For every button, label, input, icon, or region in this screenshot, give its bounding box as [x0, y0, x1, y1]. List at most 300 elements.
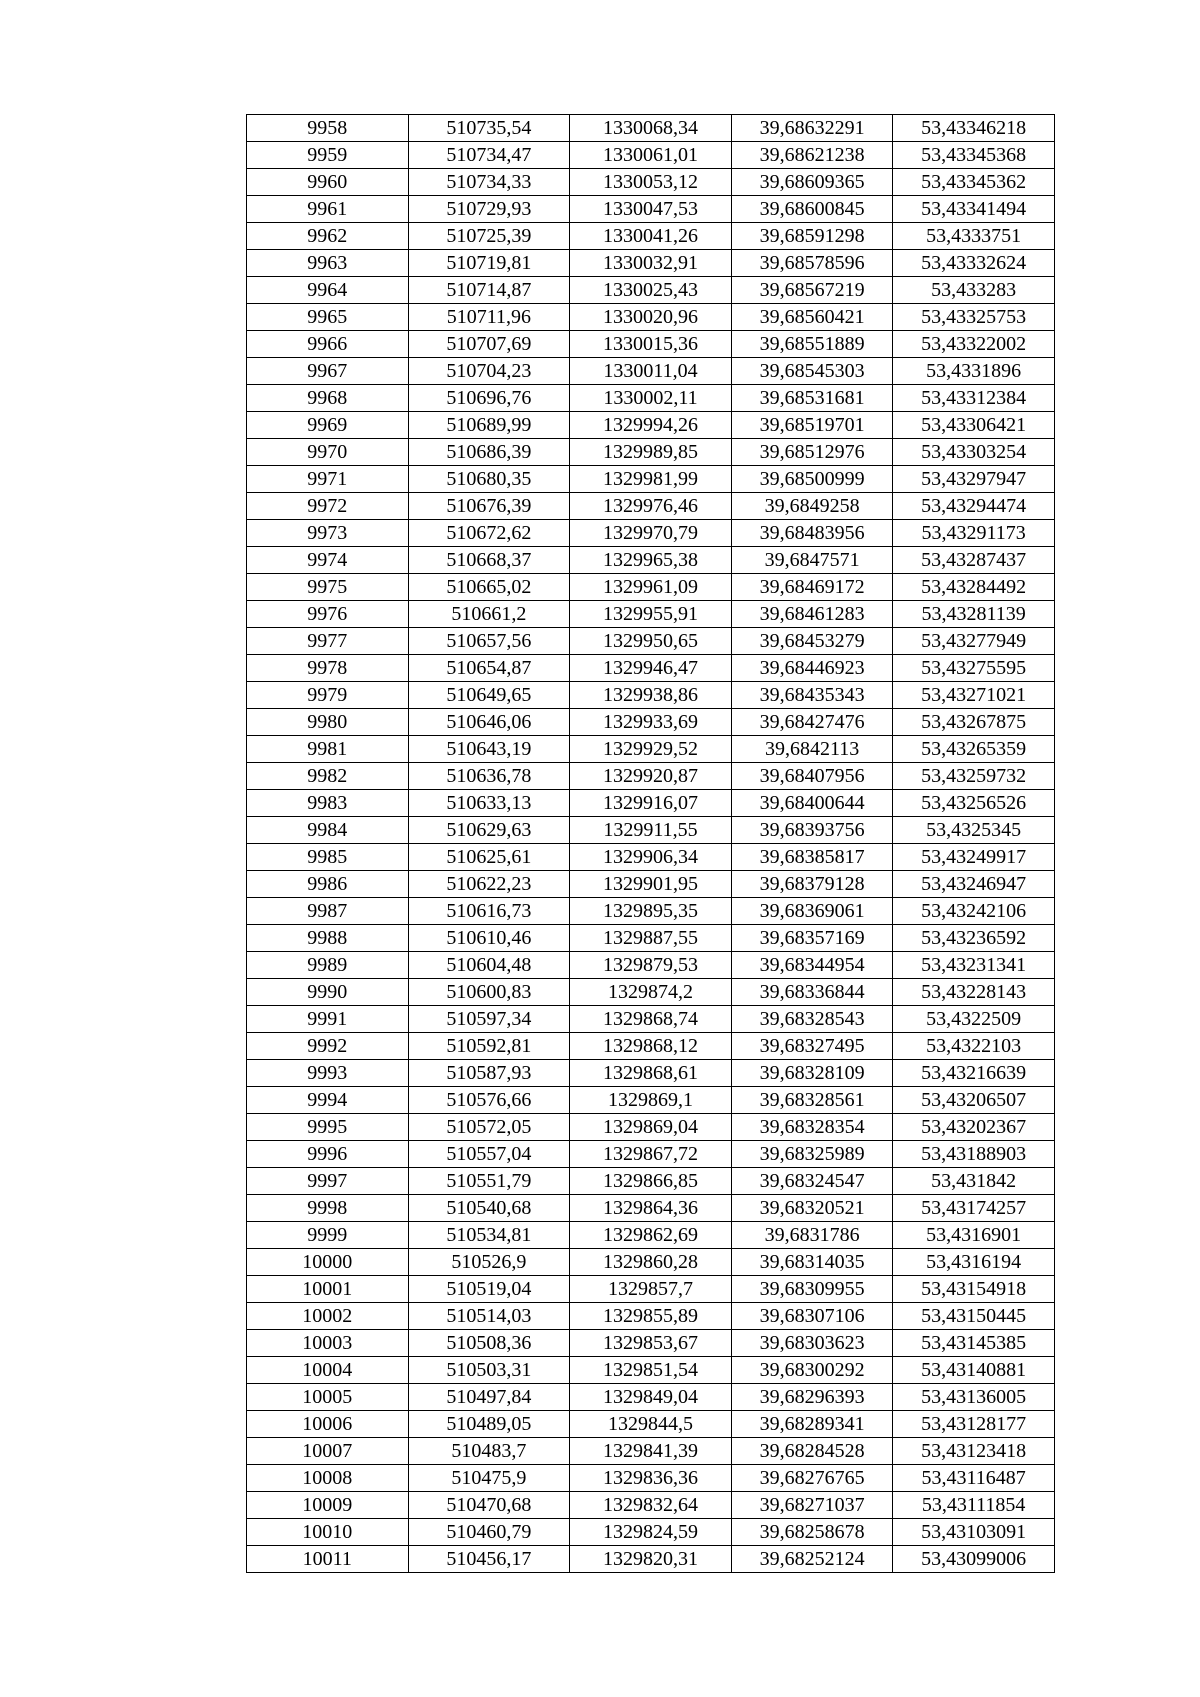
coordinates-table — [246, 114, 1055, 1573]
point-number-cell: 9993 — [247, 1060, 409, 1087]
x-coordinate-cell: 510475,9 — [408, 1465, 570, 1492]
x-coordinate-cell: 510597,34 — [408, 1006, 570, 1033]
latitude-cell: 53,43341494 — [893, 196, 1055, 223]
table-row — [247, 1060, 1055, 1087]
latitude-cell: 53,43140881 — [893, 1357, 1055, 1384]
point-number-cell: 9988 — [247, 925, 409, 952]
x-coordinate-cell: 510489,05 — [408, 1411, 570, 1438]
point-number-cell: 10003 — [247, 1330, 409, 1357]
point-number-cell: 9990 — [247, 979, 409, 1006]
latitude-cell: 53,43228143 — [893, 979, 1055, 1006]
point-number-cell: 9966 — [247, 331, 409, 358]
longitude-cell: 39,68328109 — [731, 1060, 893, 1087]
x-coordinate-cell: 510629,63 — [408, 817, 570, 844]
longitude-cell: 39,68609365 — [731, 169, 893, 196]
table-row — [247, 169, 1055, 196]
latitude-cell: 53,43281139 — [893, 601, 1055, 628]
point-number-cell: 10010 — [247, 1519, 409, 1546]
longitude-cell: 39,68289341 — [731, 1411, 893, 1438]
x-coordinate-cell: 510633,13 — [408, 790, 570, 817]
table-row — [247, 1168, 1055, 1195]
point-number-cell: 9995 — [247, 1114, 409, 1141]
latitude-cell: 53,433283 — [893, 277, 1055, 304]
x-coordinate-cell: 510668,37 — [408, 547, 570, 574]
table-row — [247, 1087, 1055, 1114]
y-coordinate-cell: 1329849,04 — [570, 1384, 732, 1411]
x-coordinate-cell: 510707,69 — [408, 331, 570, 358]
latitude-cell: 53,43259732 — [893, 763, 1055, 790]
point-number-cell: 9961 — [247, 196, 409, 223]
longitude-cell: 39,68591298 — [731, 223, 893, 250]
latitude-cell: 53,43265359 — [893, 736, 1055, 763]
x-coordinate-cell: 510719,81 — [408, 250, 570, 277]
latitude-cell: 53,4316901 — [893, 1222, 1055, 1249]
point-number-cell: 9980 — [247, 709, 409, 736]
latitude-cell: 53,43325753 — [893, 304, 1055, 331]
point-number-cell: 10005 — [247, 1384, 409, 1411]
y-coordinate-cell: 1329860,28 — [570, 1249, 732, 1276]
latitude-cell: 53,4316194 — [893, 1249, 1055, 1276]
longitude-cell: 39,68567219 — [731, 277, 893, 304]
point-number-cell: 10004 — [247, 1357, 409, 1384]
point-number-cell: 9958 — [247, 115, 409, 142]
table-row — [247, 736, 1055, 763]
point-number-cell: 10011 — [247, 1546, 409, 1573]
table-row — [247, 1222, 1055, 1249]
y-coordinate-cell: 1330025,43 — [570, 277, 732, 304]
y-coordinate-cell: 1329868,12 — [570, 1033, 732, 1060]
point-number-cell: 9962 — [247, 223, 409, 250]
x-coordinate-cell: 510714,87 — [408, 277, 570, 304]
y-coordinate-cell: 1330002,11 — [570, 385, 732, 412]
y-coordinate-cell: 1329869,1 — [570, 1087, 732, 1114]
point-number-cell: 9983 — [247, 790, 409, 817]
longitude-cell: 39,68385817 — [731, 844, 893, 871]
table-row — [247, 1249, 1055, 1276]
longitude-cell: 39,68307106 — [731, 1303, 893, 1330]
x-coordinate-cell: 510514,03 — [408, 1303, 570, 1330]
latitude-cell: 53,43267875 — [893, 709, 1055, 736]
x-coordinate-cell: 510689,99 — [408, 412, 570, 439]
latitude-cell: 53,43345368 — [893, 142, 1055, 169]
longitude-cell: 39,68560421 — [731, 304, 893, 331]
latitude-cell: 53,43174257 — [893, 1195, 1055, 1222]
longitude-cell: 39,68328354 — [731, 1114, 893, 1141]
latitude-cell: 53,43099006 — [893, 1546, 1055, 1573]
table-row — [247, 709, 1055, 736]
longitude-cell: 39,6847571 — [731, 547, 893, 574]
table-row — [247, 1033, 1055, 1060]
latitude-cell: 53,43249917 — [893, 844, 1055, 871]
y-coordinate-cell: 1329976,46 — [570, 493, 732, 520]
longitude-cell: 39,68300292 — [731, 1357, 893, 1384]
longitude-cell: 39,68324547 — [731, 1168, 893, 1195]
point-number-cell: 9964 — [247, 277, 409, 304]
point-number-cell: 10008 — [247, 1465, 409, 1492]
longitude-cell: 39,68379128 — [731, 871, 893, 898]
table-row — [247, 115, 1055, 142]
point-number-cell: 10002 — [247, 1303, 409, 1330]
point-number-cell: 9998 — [247, 1195, 409, 1222]
point-number-cell: 9996 — [247, 1141, 409, 1168]
point-number-cell: 9965 — [247, 304, 409, 331]
y-coordinate-cell: 1329874,2 — [570, 979, 732, 1006]
longitude-cell: 39,68284528 — [731, 1438, 893, 1465]
point-number-cell: 9994 — [247, 1087, 409, 1114]
longitude-cell: 39,68296393 — [731, 1384, 893, 1411]
latitude-cell: 53,43145385 — [893, 1330, 1055, 1357]
point-number-cell: 9976 — [247, 601, 409, 628]
longitude-cell: 39,6842113 — [731, 736, 893, 763]
latitude-cell: 53,43231341 — [893, 952, 1055, 979]
longitude-cell: 39,68258678 — [731, 1519, 893, 1546]
latitude-cell: 53,43236592 — [893, 925, 1055, 952]
y-coordinate-cell: 1329946,47 — [570, 655, 732, 682]
table-row — [247, 1114, 1055, 1141]
x-coordinate-cell: 510704,23 — [408, 358, 570, 385]
longitude-cell: 39,68320521 — [731, 1195, 893, 1222]
x-coordinate-cell: 510643,19 — [408, 736, 570, 763]
y-coordinate-cell: 1329965,38 — [570, 547, 732, 574]
y-coordinate-cell: 1329853,67 — [570, 1330, 732, 1357]
table-row — [247, 1303, 1055, 1330]
table-row — [247, 304, 1055, 331]
y-coordinate-cell: 1330053,12 — [570, 169, 732, 196]
point-number-cell: 9979 — [247, 682, 409, 709]
longitude-cell: 39,68328543 — [731, 1006, 893, 1033]
x-coordinate-cell: 510576,66 — [408, 1087, 570, 1114]
x-coordinate-cell: 510604,48 — [408, 952, 570, 979]
longitude-cell: 39,68327495 — [731, 1033, 893, 1060]
table-row — [247, 898, 1055, 925]
x-coordinate-cell: 510592,81 — [408, 1033, 570, 1060]
x-coordinate-cell: 510470,68 — [408, 1492, 570, 1519]
point-number-cell: 9970 — [247, 439, 409, 466]
y-coordinate-cell: 1329970,79 — [570, 520, 732, 547]
longitude-cell: 39,68393756 — [731, 817, 893, 844]
table-row — [247, 1411, 1055, 1438]
latitude-cell: 53,4322509 — [893, 1006, 1055, 1033]
latitude-cell: 53,43202367 — [893, 1114, 1055, 1141]
x-coordinate-cell: 510661,2 — [408, 601, 570, 628]
y-coordinate-cell: 1329832,64 — [570, 1492, 732, 1519]
y-coordinate-cell: 1329981,99 — [570, 466, 732, 493]
y-coordinate-cell: 1329836,36 — [570, 1465, 732, 1492]
x-coordinate-cell: 510729,93 — [408, 196, 570, 223]
point-number-cell: 9968 — [247, 385, 409, 412]
y-coordinate-cell: 1329938,86 — [570, 682, 732, 709]
longitude-cell: 39,68314035 — [731, 1249, 893, 1276]
table-row — [247, 1519, 1055, 1546]
x-coordinate-cell: 510587,93 — [408, 1060, 570, 1087]
latitude-cell: 53,43303254 — [893, 439, 1055, 466]
latitude-cell: 53,43271021 — [893, 682, 1055, 709]
latitude-cell: 53,43275595 — [893, 655, 1055, 682]
longitude-cell: 39,68578596 — [731, 250, 893, 277]
latitude-cell: 53,43345362 — [893, 169, 1055, 196]
y-coordinate-cell: 1329950,65 — [570, 628, 732, 655]
longitude-cell: 39,68407956 — [731, 763, 893, 790]
latitude-cell: 53,43312384 — [893, 385, 1055, 412]
point-number-cell: 9969 — [247, 412, 409, 439]
y-coordinate-cell: 1329820,31 — [570, 1546, 732, 1573]
latitude-cell: 53,43256526 — [893, 790, 1055, 817]
x-coordinate-cell: 510646,06 — [408, 709, 570, 736]
table-row — [247, 1492, 1055, 1519]
latitude-cell: 53,4322103 — [893, 1033, 1055, 1060]
table-row — [247, 601, 1055, 628]
table-row — [247, 979, 1055, 1006]
y-coordinate-cell: 1330061,01 — [570, 142, 732, 169]
y-coordinate-cell: 1329824,59 — [570, 1519, 732, 1546]
latitude-cell: 53,43128177 — [893, 1411, 1055, 1438]
point-number-cell: 9963 — [247, 250, 409, 277]
x-coordinate-cell: 510519,04 — [408, 1276, 570, 1303]
latitude-cell: 53,43322002 — [893, 331, 1055, 358]
x-coordinate-cell: 510676,39 — [408, 493, 570, 520]
point-number-cell: 9985 — [247, 844, 409, 871]
point-number-cell: 10006 — [247, 1411, 409, 1438]
table-row — [247, 142, 1055, 169]
x-coordinate-cell: 510534,81 — [408, 1222, 570, 1249]
x-coordinate-cell: 510622,23 — [408, 871, 570, 898]
x-coordinate-cell: 510557,04 — [408, 1141, 570, 1168]
longitude-cell: 39,68309955 — [731, 1276, 893, 1303]
point-number-cell: 9974 — [247, 547, 409, 574]
x-coordinate-cell: 510572,05 — [408, 1114, 570, 1141]
y-coordinate-cell: 1330041,26 — [570, 223, 732, 250]
point-number-cell: 9991 — [247, 1006, 409, 1033]
point-number-cell: 9987 — [247, 898, 409, 925]
y-coordinate-cell: 1329868,61 — [570, 1060, 732, 1087]
point-number-cell: 9989 — [247, 952, 409, 979]
y-coordinate-cell: 1329841,39 — [570, 1438, 732, 1465]
latitude-cell: 53,4331896 — [893, 358, 1055, 385]
longitude-cell: 39,68369061 — [731, 898, 893, 925]
latitude-cell: 53,43294474 — [893, 493, 1055, 520]
y-coordinate-cell: 1329901,95 — [570, 871, 732, 898]
table-row — [247, 277, 1055, 304]
y-coordinate-cell: 1330032,91 — [570, 250, 732, 277]
latitude-cell: 53,43154918 — [893, 1276, 1055, 1303]
latitude-cell: 53,43306421 — [893, 412, 1055, 439]
table-row — [247, 412, 1055, 439]
table-row — [247, 1357, 1055, 1384]
table-row — [247, 1195, 1055, 1222]
y-coordinate-cell: 1330020,96 — [570, 304, 732, 331]
latitude-cell: 53,43103091 — [893, 1519, 1055, 1546]
x-coordinate-cell: 510551,79 — [408, 1168, 570, 1195]
latitude-cell: 53,43346218 — [893, 115, 1055, 142]
table-row — [247, 1438, 1055, 1465]
x-coordinate-cell: 510497,84 — [408, 1384, 570, 1411]
y-coordinate-cell: 1329857,7 — [570, 1276, 732, 1303]
y-coordinate-cell: 1329855,89 — [570, 1303, 732, 1330]
x-coordinate-cell: 510483,7 — [408, 1438, 570, 1465]
x-coordinate-cell: 510735,54 — [408, 115, 570, 142]
y-coordinate-cell: 1330047,53 — [570, 196, 732, 223]
longitude-cell: 39,68531681 — [731, 385, 893, 412]
point-number-cell: 9984 — [247, 817, 409, 844]
longitude-cell: 39,68357169 — [731, 925, 893, 952]
longitude-cell: 39,68453279 — [731, 628, 893, 655]
table-row — [247, 1006, 1055, 1033]
x-coordinate-cell: 510610,46 — [408, 925, 570, 952]
y-coordinate-cell: 1329916,07 — [570, 790, 732, 817]
y-coordinate-cell: 1329955,91 — [570, 601, 732, 628]
x-coordinate-cell: 510649,65 — [408, 682, 570, 709]
table-row — [247, 817, 1055, 844]
latitude-cell: 53,43332624 — [893, 250, 1055, 277]
table-row — [247, 952, 1055, 979]
x-coordinate-cell: 510625,61 — [408, 844, 570, 871]
y-coordinate-cell: 1329895,35 — [570, 898, 732, 925]
longitude-cell: 39,68252124 — [731, 1546, 893, 1573]
table-row — [247, 1465, 1055, 1492]
longitude-cell: 39,68519701 — [731, 412, 893, 439]
table-row — [247, 925, 1055, 952]
point-number-cell: 9992 — [247, 1033, 409, 1060]
x-coordinate-cell: 510654,87 — [408, 655, 570, 682]
table-row — [247, 520, 1055, 547]
longitude-cell: 39,68551889 — [731, 331, 893, 358]
y-coordinate-cell: 1329867,72 — [570, 1141, 732, 1168]
table-row — [247, 628, 1055, 655]
longitude-cell: 39,68303623 — [731, 1330, 893, 1357]
table-row — [247, 250, 1055, 277]
longitude-cell: 39,68469172 — [731, 574, 893, 601]
table-row — [247, 358, 1055, 385]
latitude-cell: 53,43216639 — [893, 1060, 1055, 1087]
latitude-cell: 53,43188903 — [893, 1141, 1055, 1168]
latitude-cell: 53,43291173 — [893, 520, 1055, 547]
x-coordinate-cell: 510711,96 — [408, 304, 570, 331]
x-coordinate-cell: 510686,39 — [408, 439, 570, 466]
point-number-cell: 9997 — [247, 1168, 409, 1195]
point-number-cell: 9978 — [247, 655, 409, 682]
point-number-cell: 9971 — [247, 466, 409, 493]
table-row — [247, 790, 1055, 817]
table-row — [247, 1546, 1055, 1573]
point-number-cell: 10001 — [247, 1276, 409, 1303]
latitude-cell: 53,43297947 — [893, 466, 1055, 493]
table-row — [247, 871, 1055, 898]
x-coordinate-cell: 510456,17 — [408, 1546, 570, 1573]
x-coordinate-cell: 510508,36 — [408, 1330, 570, 1357]
point-number-cell: 9959 — [247, 142, 409, 169]
latitude-cell: 53,4333751 — [893, 223, 1055, 250]
y-coordinate-cell: 1329989,85 — [570, 439, 732, 466]
y-coordinate-cell: 1329879,53 — [570, 952, 732, 979]
point-number-cell: 9982 — [247, 763, 409, 790]
longitude-cell: 39,68325989 — [731, 1141, 893, 1168]
y-coordinate-cell: 1329920,87 — [570, 763, 732, 790]
point-number-cell: 9999 — [247, 1222, 409, 1249]
y-coordinate-cell: 1329929,52 — [570, 736, 732, 763]
latitude-cell: 53,43111854 — [893, 1492, 1055, 1519]
table-row — [247, 763, 1055, 790]
y-coordinate-cell: 1329844,5 — [570, 1411, 732, 1438]
longitude-cell: 39,68483956 — [731, 520, 893, 547]
longitude-cell: 39,68427476 — [731, 709, 893, 736]
table-row — [247, 655, 1055, 682]
x-coordinate-cell: 510636,78 — [408, 763, 570, 790]
point-number-cell: 9972 — [247, 493, 409, 520]
table-row — [247, 466, 1055, 493]
point-number-cell: 9967 — [247, 358, 409, 385]
y-coordinate-cell: 1329862,69 — [570, 1222, 732, 1249]
table-row — [247, 223, 1055, 250]
table-row — [247, 844, 1055, 871]
longitude-cell: 39,68512976 — [731, 439, 893, 466]
x-coordinate-cell: 510503,31 — [408, 1357, 570, 1384]
longitude-cell: 39,68328561 — [731, 1087, 893, 1114]
latitude-cell: 53,43123418 — [893, 1438, 1055, 1465]
table-row — [247, 1276, 1055, 1303]
table-row — [247, 574, 1055, 601]
x-coordinate-cell: 510665,02 — [408, 574, 570, 601]
table-row — [247, 439, 1055, 466]
point-number-cell: 10007 — [247, 1438, 409, 1465]
latitude-cell: 53,431842 — [893, 1168, 1055, 1195]
y-coordinate-cell: 1329887,55 — [570, 925, 732, 952]
x-coordinate-cell: 510600,83 — [408, 979, 570, 1006]
longitude-cell: 39,68632291 — [731, 115, 893, 142]
point-number-cell: 10009 — [247, 1492, 409, 1519]
x-coordinate-cell: 510540,68 — [408, 1195, 570, 1222]
latitude-cell: 53,4325345 — [893, 817, 1055, 844]
x-coordinate-cell: 510616,73 — [408, 898, 570, 925]
table-row — [247, 196, 1055, 223]
longitude-cell: 39,68271037 — [731, 1492, 893, 1519]
point-number-cell: 9986 — [247, 871, 409, 898]
latitude-cell: 53,43116487 — [893, 1465, 1055, 1492]
x-coordinate-cell: 510526,9 — [408, 1249, 570, 1276]
longitude-cell: 39,68276765 — [731, 1465, 893, 1492]
x-coordinate-cell: 510725,39 — [408, 223, 570, 250]
longitude-cell: 39,68336844 — [731, 979, 893, 1006]
point-number-cell: 9973 — [247, 520, 409, 547]
x-coordinate-cell: 510672,62 — [408, 520, 570, 547]
y-coordinate-cell: 1329851,54 — [570, 1357, 732, 1384]
latitude-cell: 53,43136005 — [893, 1384, 1055, 1411]
latitude-cell: 53,43246947 — [893, 871, 1055, 898]
point-number-cell: 9975 — [247, 574, 409, 601]
x-coordinate-cell: 510460,79 — [408, 1519, 570, 1546]
y-coordinate-cell: 1329869,04 — [570, 1114, 732, 1141]
longitude-cell: 39,68500999 — [731, 466, 893, 493]
y-coordinate-cell: 1329868,74 — [570, 1006, 732, 1033]
longitude-cell: 39,6831786 — [731, 1222, 893, 1249]
x-coordinate-cell: 510696,76 — [408, 385, 570, 412]
latitude-cell: 53,43150445 — [893, 1303, 1055, 1330]
y-coordinate-cell: 1329911,55 — [570, 817, 732, 844]
table-row — [247, 385, 1055, 412]
longitude-cell: 39,68344954 — [731, 952, 893, 979]
point-number-cell: 10000 — [247, 1249, 409, 1276]
longitude-cell: 39,68621238 — [731, 142, 893, 169]
longitude-cell: 39,68446923 — [731, 655, 893, 682]
x-coordinate-cell: 510680,35 — [408, 466, 570, 493]
y-coordinate-cell: 1329864,36 — [570, 1195, 732, 1222]
table-row — [247, 547, 1055, 574]
longitude-cell: 39,68461283 — [731, 601, 893, 628]
table-row — [247, 1384, 1055, 1411]
longitude-cell: 39,68545303 — [731, 358, 893, 385]
y-coordinate-cell: 1330011,04 — [570, 358, 732, 385]
y-coordinate-cell: 1329933,69 — [570, 709, 732, 736]
latitude-cell: 53,43206507 — [893, 1087, 1055, 1114]
